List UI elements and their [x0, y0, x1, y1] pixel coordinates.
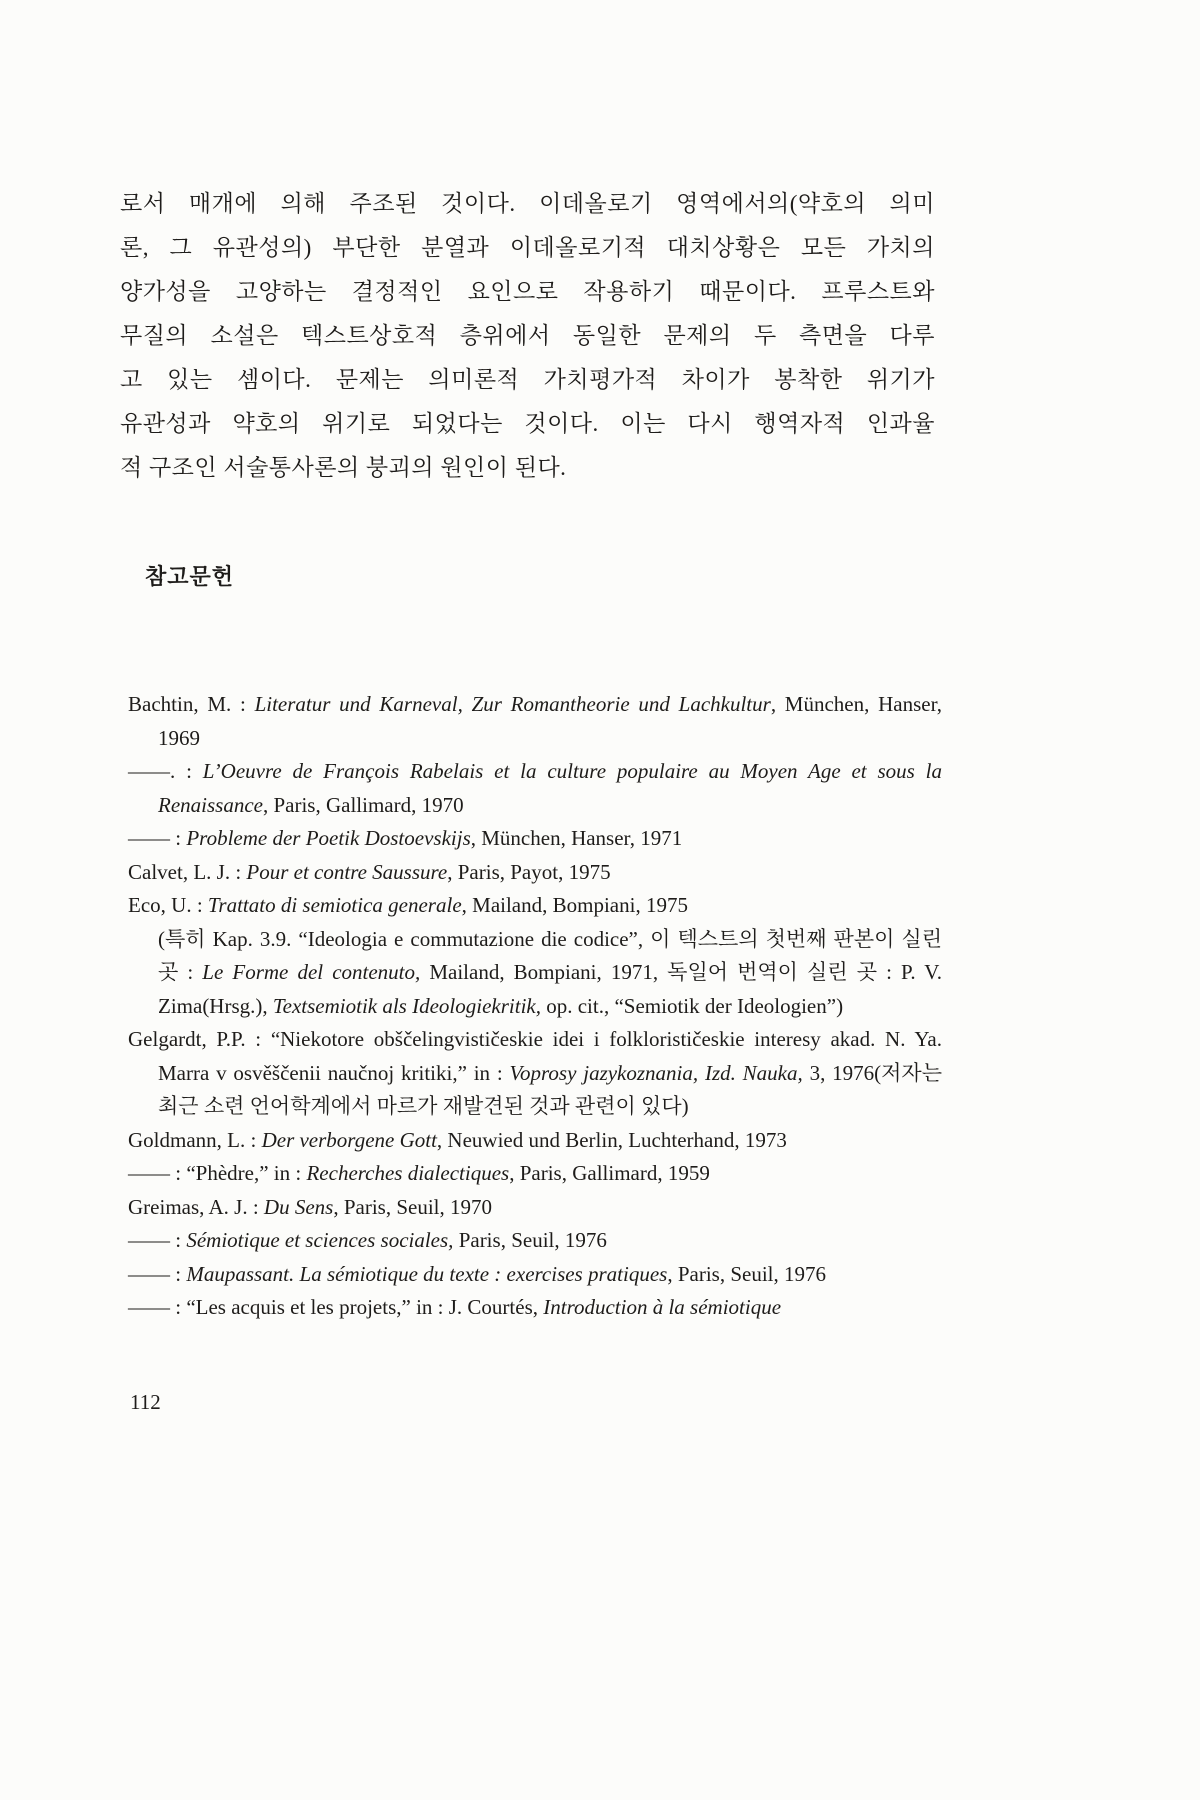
bib-entry: Gelgardt, P.P. : “Niekotore obščelingvističeskie idei i folklorističeskie interesy akad. N. Ya. Marra v osvěščenii naučnoj kritiki,” in : Voprosy jazykoznania, Izd. Nauka, 3, 1976(저자는 최근 소련 언어학계에서 마르가 재발견된 것과 관련이 있다) — [128, 1027, 942, 1118]
paragraph-line: 무질의 소설은 텍스트상호적 층위에서 동일한 문제의 두 측면을 다루 — [120, 323, 935, 348]
bib-entry: Calvet, L. J. : Pour et contre Saussure, Paris, Payot, 1975 — [128, 859, 611, 884]
paragraph-line: 고 있는 셈이다. 문제는 의미론적 가치평가적 차이가 봉착한 위기가 — [120, 367, 935, 392]
page-number: 112 — [130, 1390, 161, 1414]
bib-entry-note: (특히 Kap. 3.9. “Ideologia e commutazione die codice”, 이 텍스트의 첫번째 판본이 실린 곳 : Le Forme del contenuto, Mailand, Bompiani, 1971, 독일어 번역이 실린 곳 : P. V. Zima(Hrsg.), Textsemiotik als Ideologiekritik, op. cit., “Semiotik der Ideologien”) — [158, 926, 943, 1018]
body-paragraph — [120, 182, 935, 490]
bib-entry: Greimas, A. J. : Du Sens, Paris, Seuil, 1970 — [128, 1194, 492, 1219]
bibliography — [128, 688, 942, 1325]
bib-entry: —— : “Les acquis et les projets,” in : J. Courtés, Introduction à la sémiotique — [128, 1295, 782, 1319]
section-heading: 참고문헌 — [145, 564, 235, 589]
bib-entry: —— : “Phèdre,” in : Recherches dialectiques, Paris, Gallimard, 1959 — [128, 1161, 710, 1185]
paragraph-line: 로서 매개에 의해 주조된 것이다. 이데올로기 영역에서의(약호의 의미 — [120, 191, 935, 216]
bib-entry: Goldmann, L. : Der verborgene Gott, Neuwied und Berlin, Luchterhand, 1973 — [128, 1127, 787, 1152]
paragraph-line: 유관성과 약호의 위기로 되었다는 것이다. 이는 다시 행역자적 인과율 — [120, 411, 935, 436]
bib-entry: ——. : L’Oeuvre de François Rabelais et la culture populaire au Moyen Age et sous la Renaissance, Paris, Gallimard, 1970 — [128, 759, 942, 817]
bib-entry: —— : Maupassant. La sémiotique du texte : exercises pratiques, Paris, Seuil, 1976 — [128, 1261, 826, 1286]
bib-entry: —— : Probleme der Poetik Dostoevskijs, München, Hanser, 1971 — [128, 826, 683, 850]
paragraph-line: 론, 그 유관성의) 부단한 분열과 이데올로기적 대치상황은 모든 가치의 — [120, 235, 935, 260]
bib-entry: —— : Sémiotique et sciences sociales, Paris, Seuil, 1976 — [128, 1228, 607, 1252]
paragraph-line: 적 구조인 서술통사론의 붕괴의 원인이 된다. — [120, 455, 567, 480]
bib-entry: Eco, U. : Trattato di semiotica generale, Mailand, Bompiani, 1975 — [128, 893, 688, 917]
paragraph-line: 양가성을 고양하는 결정적인 요인으로 작용하기 때문이다. 프루스트와 — [120, 279, 935, 304]
bib-entry: Bachtin, M. : Literatur und Karneval, Zur Romantheorie und Lachkultur, München, Hanser, 1969 — [128, 692, 943, 750]
